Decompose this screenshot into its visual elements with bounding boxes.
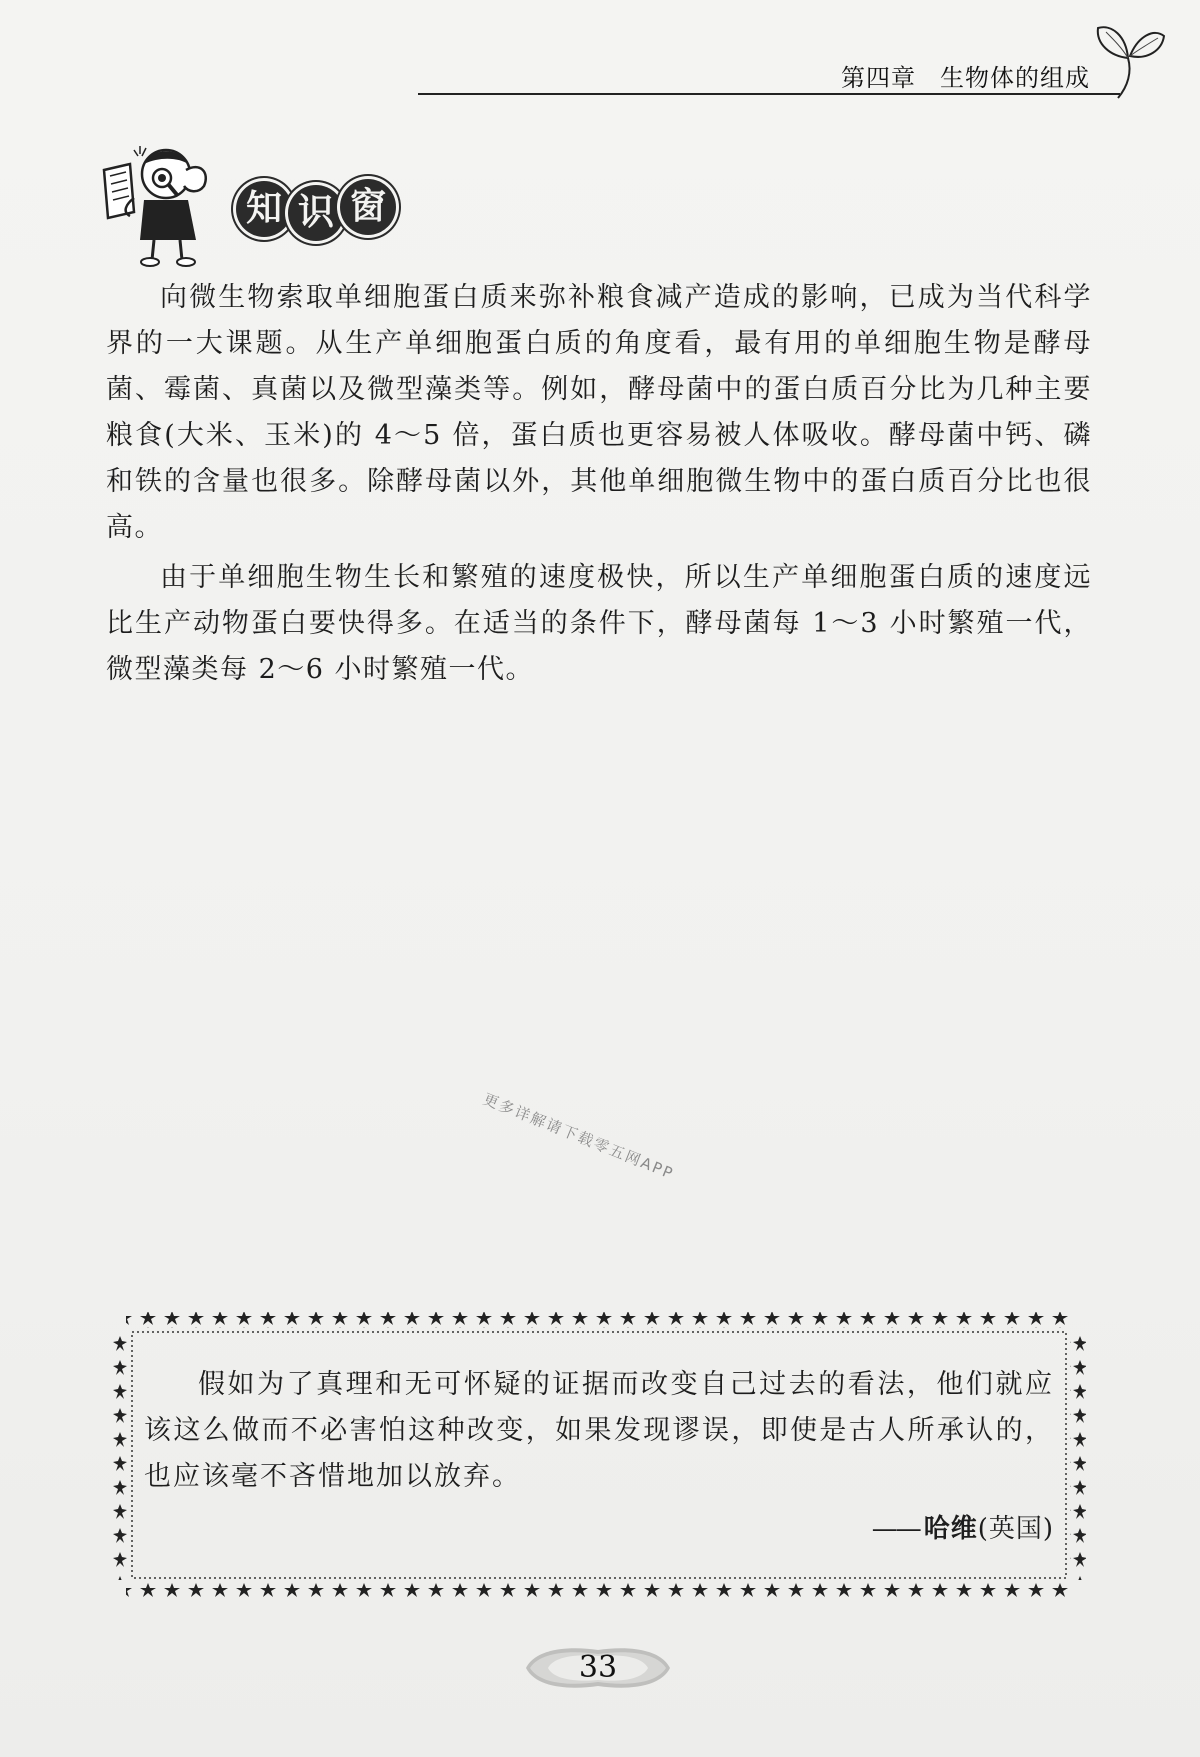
body-paragraph-1: 向微生物索取单细胞蛋白质来弥补粮食减产造成的影响，已成为当代科学界的一大课题。从生产单细胞蛋白质的角度看，最有用的单细胞生物是酵母菌、霉菌、真菌以及微型藻类等。例如，酵母菌中的蛋白质百分比为几种主要粮食(大米、玉米)的 4～5 倍，蛋白质也更容易被人体吸收。酵母菌中钙、磷和铁的含量也很多。除酵母菌以外，其他单细胞微生物中的蛋白质百分比也很高。 xyxy=(106,282,1092,543)
body-paragraph-2: 由于单细胞生物生长和繁殖的速度极快，所以生产单细胞蛋白质的速度远比生产动物蛋白要快得多。在适当的条件下，酵母菌每 1～3 小时繁殖一代，微型藻类每 2～6 小时繁殖一代。 xyxy=(106,562,1092,685)
watermark: 更多详解请下载零五网APP xyxy=(480,1089,677,1184)
header-rule xyxy=(418,93,1120,95)
badge-char-2: 识 xyxy=(288,185,344,241)
author-name: 哈维 xyxy=(923,1514,978,1544)
quote-text: 假如为了真理和无可怀疑的证据而改变自己过去的看法，他们就应该这么做而不必害怕这种改变，如果发现谬误，即使是古人所承认的，也应该毫不吝惜地加以放弃。 xyxy=(144,1369,1054,1492)
badge-char-3: 窗 xyxy=(340,179,396,235)
author-origin: (英国) xyxy=(977,1514,1054,1544)
quote-attribution xyxy=(872,1508,1054,1545)
article-body xyxy=(106,275,1092,697)
page-number-badge xyxy=(518,1644,678,1692)
reading-child-icon xyxy=(100,142,230,270)
badge-char-1: 知 xyxy=(236,181,292,237)
knowledge-window-badge xyxy=(236,178,392,240)
attribution-dash: —— xyxy=(871,1514,920,1544)
chapter-title: 生物体的组成 xyxy=(940,64,1090,92)
running-header xyxy=(800,58,1090,93)
leaf-ornament-icon xyxy=(1088,16,1168,100)
chapter-number: 第四章 xyxy=(841,64,916,92)
page-number: 33 xyxy=(578,1650,618,1685)
quote-box xyxy=(112,1310,1086,1600)
